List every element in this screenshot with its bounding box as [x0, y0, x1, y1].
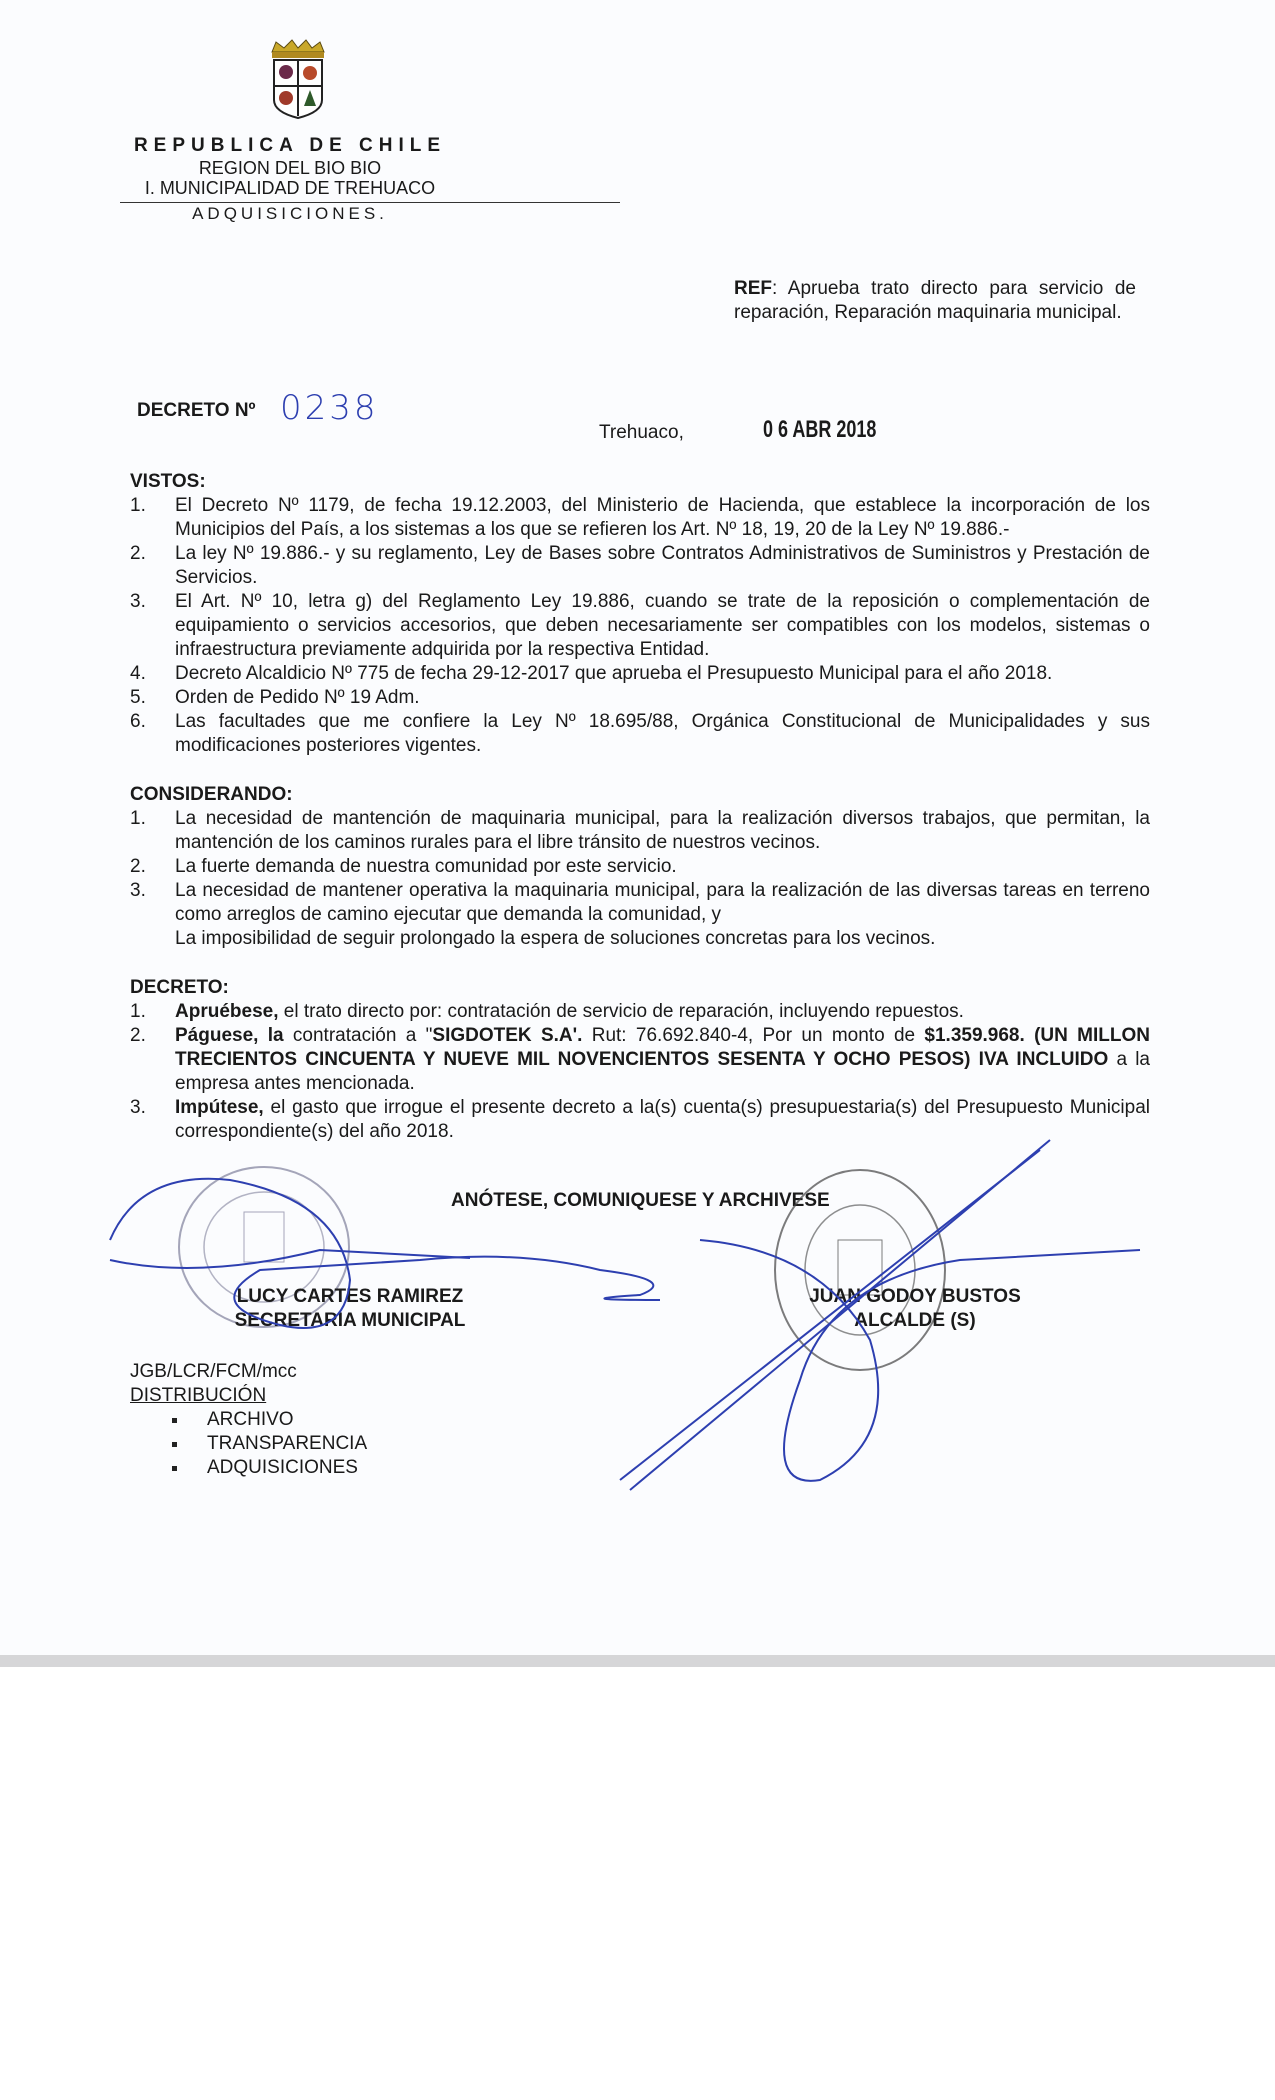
- item-text: La ley Nº 19.886.- y su reglamento, Ley de Bases sobre Contratos Administrativos de Suministros y Prestación de Servicios.: [175, 543, 1150, 588]
- item-text: Rut: 76.692.840-4, Por un monto de: [582, 1025, 925, 1046]
- secretary-name: LUCY CARTES RAMIREZ: [236, 1286, 464, 1307]
- item-number: 6.: [130, 711, 146, 732]
- municipal-crest-icon: [266, 38, 330, 120]
- item-verb: Apruébese,: [175, 1001, 279, 1022]
- vistos-section: [130, 470, 1150, 758]
- item-text: Las facultades que me confiere la Ley Nº 18.695/88, Orgánica Constitucional de Municipalidades y sus modificaciones posteriores vigentes.: [175, 711, 1150, 756]
- list-item: [130, 542, 1150, 590]
- item-text: La fuerte demanda de nuestra comunidad por este servicio.: [175, 856, 677, 877]
- letterhead: [125, 136, 455, 198]
- initials: JGB/LCR/FCM/mcc: [130, 1361, 297, 1382]
- considerando-section: [130, 783, 1150, 951]
- item-text: el trato directo por: contratación de servicio de reparación, incluyendo repuestos.: [278, 1001, 964, 1022]
- considerando-title: CONSIDERANDO:: [130, 784, 293, 805]
- secretary-role: SECRETARIA MUNICIPAL: [234, 1310, 466, 1331]
- reference-block: [734, 277, 1136, 325]
- item-text: La imposibilidad de seguir prolongado la espera de soluciones concretas para los vecinos.: [175, 928, 936, 949]
- considerando-list: [130, 807, 1150, 951]
- vistos-list: [130, 494, 1150, 758]
- item-number: 1.: [130, 1001, 146, 1022]
- item-number: 1.: [130, 808, 146, 829]
- item-text: el gasto que irrogue el presente decreto a la(s) cuenta(s) presupuestaria(s) del Presupuesto Municipal correspondiente(s) del año 2018.: [175, 1097, 1150, 1142]
- item-number: 2.: [130, 1025, 146, 1046]
- decree-place: Trehuaco,: [599, 422, 684, 443]
- item-text: El Art. Nº 10, letra g) del Reglamento Ley 19.886, cuando se trate de la reposición o complementación de equipamiento o servicios accesorios, que deben necesariamente ser compatibles con los modelos, sistemas o infraestructura previamente adquirida por la respectiva Entidad.: [175, 591, 1150, 660]
- decree-date-stamp: 0 6 ABR 2018: [763, 416, 877, 443]
- item-text: Orden de Pedido Nº 19 Adm.: [175, 687, 420, 708]
- decreto-title: DECRETO:: [130, 977, 229, 998]
- department-name: ADQUISICIONES.: [192, 204, 388, 223]
- mayor-role: ALCALDE (S): [854, 1310, 976, 1331]
- list-item: [130, 807, 1150, 855]
- decree-number: 0238: [280, 388, 379, 428]
- decree-label: DECRETO Nº: [137, 400, 256, 421]
- ref-text: : Aprueba trato directo para servicio de reparación, Reparación maquinaria municipal.: [734, 278, 1136, 323]
- mayor-name: JUAN GODOY BUSTOS: [809, 1286, 1021, 1307]
- list-item: [130, 686, 1150, 710]
- distribution-item: ADQUISICIONES: [130, 1456, 367, 1480]
- item-text: El Decreto Nº 1179, de fecha 19.12.2003, del Ministerio de Hacienda, que establece la incorporación de los Municipios del País, a los sistemas a los que se refieren los Art. Nº 18, 19, 20 de la Ley Nº 19.886.-: [175, 495, 1150, 540]
- list-item: [130, 855, 1150, 879]
- list-item: [130, 710, 1150, 758]
- item-number: 3.: [130, 880, 146, 901]
- item-number: 3.: [130, 1097, 146, 1118]
- item-number: 2.: [130, 543, 146, 564]
- item-verb: Páguese, la: [175, 1025, 284, 1046]
- item-text: Decreto Alcaldicio Nº 775 de fecha 29-12-2017 que aprueba el Presupuesto Municipal para el año 2018.: [175, 663, 1053, 684]
- item-number: 5.: [130, 687, 146, 708]
- item-text: a la empresa antes mencionada.: [175, 1049, 1151, 1094]
- list-item: [130, 927, 1150, 951]
- closing-formula: ANÓTESE, COMUNIQUESE Y ARCHIVESE: [451, 1190, 830, 1211]
- item-text: contratación a ": [283, 1025, 433, 1046]
- list-item: [130, 1000, 1150, 1024]
- distribution-item: ARCHIVO: [130, 1408, 367, 1432]
- item-number: 3.: [130, 591, 146, 612]
- distribution-title: DISTRIBUCIÓN: [130, 1385, 267, 1406]
- footer: [130, 1360, 367, 1480]
- payment-amount: $1.359.968. (UN MILLON TRECIENTOS CINCUENTA Y NUEVE MIL NOVENCIENTOS SESENTA Y OCHO PESOS) IVA INCLUIDO: [175, 1025, 1151, 1070]
- scan-edge: [0, 1655, 1275, 1667]
- distribution-item: TRANSPARENCIA: [130, 1432, 367, 1456]
- list-item: [130, 879, 1150, 927]
- item-number: 2.: [130, 856, 146, 877]
- item-number: 1.: [130, 495, 146, 516]
- ref-label: REF: [734, 278, 772, 299]
- header-divider: [120, 202, 620, 203]
- company-name: SIGDOTEK S.A'.: [432, 1025, 583, 1046]
- list-item: [130, 662, 1150, 686]
- vistos-title: VISTOS:: [130, 471, 206, 492]
- item-number: 4.: [130, 663, 146, 684]
- item-text: La necesidad de mantención de maquinaria municipal, para la realización diversos trabajos, que permitan, la mantención de los caminos rurales para el libre tránsito de nuestros vecinos.: [175, 808, 1150, 853]
- list-item: [130, 590, 1150, 662]
- list-item: [130, 494, 1150, 542]
- item-text: La necesidad de mantener operativa la maquinaria municipal, para la realización de las diversas tareas en terreno como arreglos de camino ejecutar que demanda la comunidad, y: [175, 880, 1150, 925]
- region-name: REGION DEL BIO BIO: [198, 158, 382, 178]
- municipality-name: I. MUNICIPALIDAD DE TREHUACO: [144, 178, 436, 198]
- country-name: REPUBLICA DE CHILE: [133, 135, 447, 156]
- item-verb: Impútese,: [175, 1097, 264, 1118]
